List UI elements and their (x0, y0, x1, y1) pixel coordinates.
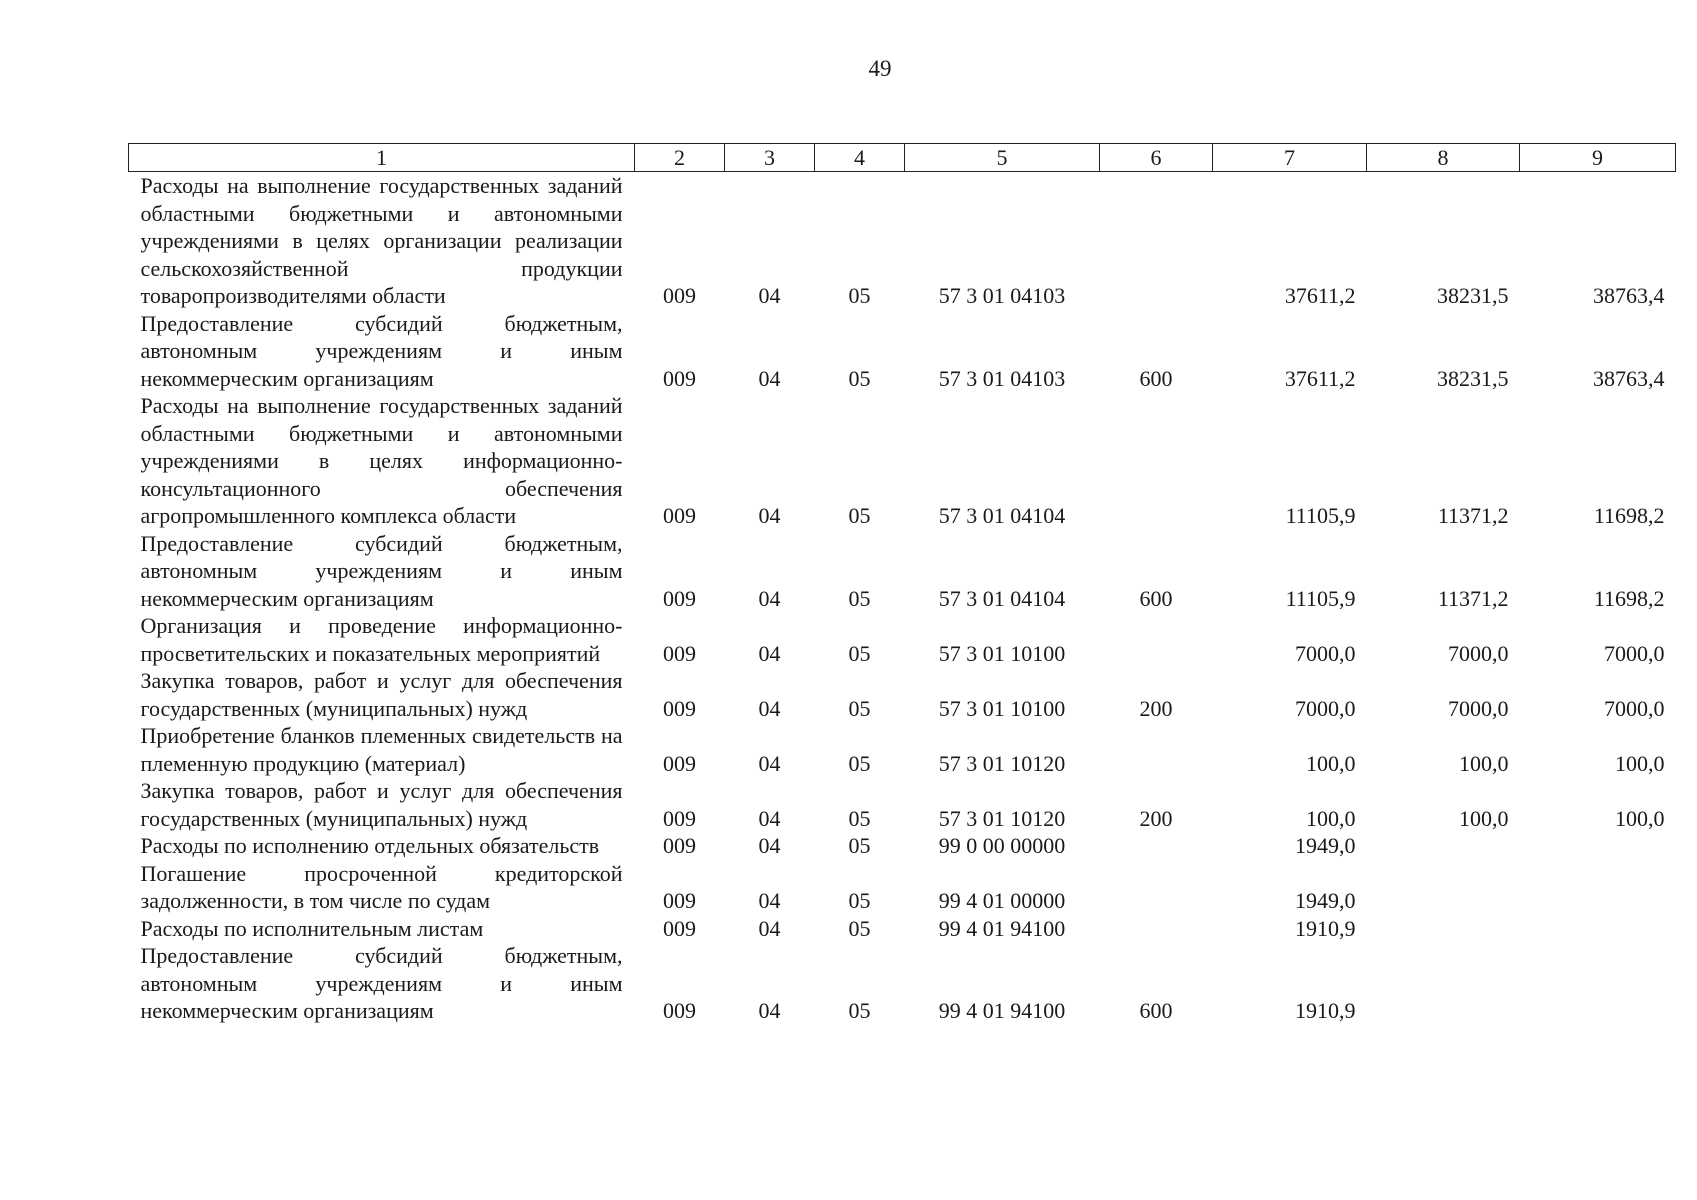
cell-amount-8 (1367, 942, 1520, 1025)
cell-target-code: 99 4 01 94100 (938, 998, 1066, 1023)
table-row (129, 612, 1676, 667)
cell-target-code: 57 3 01 04104 (938, 585, 1066, 611)
cell-section: 04 (758, 640, 781, 666)
table-row (129, 777, 1676, 832)
page-number: 49 (868, 56, 892, 81)
row-name: Расходы на выполнение государственных заданий областными бюджетными и автономными учреждениями в целях информационно-консультационного обеспечения агропромышленного комплекса области (140, 393, 623, 528)
table-row (129, 310, 1676, 393)
cell-target-code: 57 3 01 04103 (938, 283, 1066, 308)
cell-expense-type: 200 (1139, 695, 1173, 721)
cell-amount-7: 1910,9 (1295, 915, 1356, 941)
cell-subsection: 05 (848, 888, 871, 913)
cell-target-code: 57 3 01 10100 (938, 695, 1066, 721)
row-name: Организация и проведение информационно-просветительских и показательных мероприятий (140, 613, 623, 666)
table-row (129, 530, 1676, 613)
row-name: Расходы на выполнение государственных заданий областными бюджетными и автономными учреждениями в целях организации реализации сельскохозяйственной продукции товаропроизводителями области (140, 173, 623, 308)
cell-section: 04 (758, 998, 781, 1023)
cell-section: 04 (758, 695, 781, 721)
cell-ministry-code: 009 (663, 998, 696, 1023)
cell-subsection: 05 (848, 585, 871, 611)
cell-subsection: 05 (848, 283, 871, 308)
cell-ministry-code: 009 (663, 283, 696, 308)
cell-amount-9: 38763,4 (1593, 283, 1665, 308)
cell-amount-9: 38763,4 (1593, 365, 1665, 391)
cell-subsection: 05 (848, 695, 871, 721)
cell-amount-9 (1520, 942, 1676, 1025)
cell-amount-7: 37611,2 (1284, 365, 1356, 391)
table-row (129, 942, 1676, 1025)
cell-section: 04 (758, 888, 781, 913)
cell-amount-8 (1367, 860, 1520, 915)
cell-expense-type (1100, 612, 1213, 667)
cell-amount-8: 100,0 (1459, 750, 1509, 776)
cell-ministry-code: 009 (663, 915, 696, 941)
header-cell: 4 (815, 144, 905, 172)
cell-ministry-code: 009 (663, 503, 696, 528)
cell-target-code: 57 3 01 10120 (938, 805, 1066, 831)
cell-target-code: 57 3 01 10120 (938, 750, 1066, 776)
table-row (129, 832, 1676, 860)
header-cell: 2 (635, 144, 725, 172)
cell-subsection: 05 (848, 365, 871, 391)
cell-amount-9 (1520, 832, 1676, 860)
cell-target-code: 57 3 01 04104 (938, 503, 1066, 528)
cell-section: 04 (758, 365, 781, 391)
cell-amount-8: 100,0 (1459, 805, 1509, 831)
cell-expense-type: 600 (1139, 998, 1173, 1023)
cell-expense-type (1100, 915, 1213, 943)
cell-amount-9: 11698,2 (1593, 503, 1665, 528)
cell-target-code: 57 3 01 10100 (938, 640, 1066, 666)
cell-subsection: 05 (848, 640, 871, 666)
cell-amount-7: 7000,0 (1295, 695, 1356, 721)
cell-amount-9 (1520, 860, 1676, 915)
table-row (129, 667, 1676, 722)
header-row (129, 144, 1676, 172)
cell-amount-9: 7000,0 (1604, 695, 1665, 721)
cell-section: 04 (758, 283, 781, 308)
cell-amount-9: 100,0 (1615, 805, 1665, 831)
cell-expense-type: 600 (1139, 585, 1173, 611)
cell-ministry-code: 009 (663, 888, 696, 913)
cell-section: 04 (758, 750, 781, 776)
cell-amount-9: 7000,0 (1604, 640, 1665, 666)
cell-subsection: 05 (848, 915, 871, 941)
cell-subsection: 05 (848, 805, 871, 831)
cell-expense-type (1100, 392, 1213, 530)
cell-section: 04 (758, 915, 781, 941)
row-name: Закупка товаров, работ и услуг для обеспечения государственных (муниципальных) нужд (140, 778, 623, 831)
header-cell: 7 (1213, 144, 1367, 172)
row-name: Приобретение бланков племенных свидетельств на племенную продукцию (материал) (140, 723, 623, 776)
cell-amount-8: 11371,2 (1437, 503, 1509, 528)
cell-amount-7: 11105,9 (1285, 503, 1356, 528)
row-name: Предоставление субсидий бюджетным, автономным учреждениям и иным некоммерческим организациям (140, 310, 623, 391)
cell-amount-7: 37611,2 (1284, 283, 1356, 308)
cell-ministry-code: 009 (663, 833, 696, 858)
cell-subsection: 05 (848, 833, 871, 858)
cell-expense-type (1100, 722, 1213, 777)
cell-ministry-code: 009 (663, 695, 696, 721)
cell-amount-8: 38231,5 (1437, 283, 1509, 308)
cell-expense-type (1100, 860, 1213, 915)
table-row (129, 392, 1676, 530)
cell-expense-type (1100, 832, 1213, 860)
header-cell: 5 (905, 144, 1100, 172)
budget-table (128, 143, 1676, 1025)
row-name: Расходы по исполнению отдельных обязательств (140, 833, 600, 858)
cell-expense-type: 200 (1139, 805, 1173, 831)
cell-amount-9: 100,0 (1615, 750, 1665, 776)
table-row (129, 172, 1676, 310)
cell-target-code: 99 0 00 00000 (938, 833, 1066, 858)
cell-amount-8: 11371,2 (1437, 585, 1509, 611)
cell-section: 04 (758, 503, 781, 528)
cell-amount-9: 11698,2 (1593, 585, 1665, 611)
cell-section: 04 (758, 585, 781, 611)
row-name: Предоставление субсидий бюджетным, автономным учреждениям и иным некоммерческим организациям (140, 530, 623, 611)
cell-amount-7: 1910,9 (1295, 998, 1356, 1023)
cell-target-code: 57 3 01 04103 (938, 365, 1066, 391)
cell-target-code: 99 4 01 00000 (938, 888, 1066, 913)
cell-target-code: 99 4 01 94100 (938, 915, 1066, 941)
cell-ministry-code: 009 (663, 640, 696, 666)
header-cell: 3 (725, 144, 815, 172)
cell-ministry-code: 009 (663, 805, 696, 831)
cell-section: 04 (758, 833, 781, 858)
table-row (129, 915, 1676, 943)
cell-amount-8: 7000,0 (1448, 695, 1509, 721)
header-cell: 6 (1100, 144, 1213, 172)
header-cell: 1 (129, 144, 635, 172)
cell-amount-8 (1367, 915, 1520, 943)
cell-amount-8: 7000,0 (1448, 640, 1509, 666)
cell-amount-7: 11105,9 (1285, 585, 1356, 611)
cell-expense-type (1100, 172, 1213, 310)
table-row (129, 860, 1676, 915)
cell-section: 04 (758, 805, 781, 831)
cell-amount-9 (1520, 915, 1676, 943)
row-name: Расходы по исполнительным листам (140, 915, 484, 941)
cell-subsection: 05 (848, 998, 871, 1023)
cell-amount-7: 1949,0 (1295, 888, 1356, 913)
cell-amount-8: 38231,5 (1437, 365, 1509, 391)
header-cell: 8 (1367, 144, 1520, 172)
row-name: Закупка товаров, работ и услуг для обеспечения государственных (муниципальных) нужд (140, 668, 623, 721)
cell-subsection: 05 (848, 750, 871, 776)
cell-amount-8 (1367, 832, 1520, 860)
cell-amount-7: 7000,0 (1295, 640, 1356, 666)
cell-ministry-code: 009 (663, 750, 696, 776)
cell-ministry-code: 009 (663, 365, 696, 391)
cell-expense-type: 600 (1139, 365, 1173, 391)
cell-ministry-code: 009 (663, 585, 696, 611)
row-name: Предоставление субсидий бюджетным, автономным учреждениям и иным некоммерческим организациям (140, 943, 623, 1023)
cell-amount-7: 100,0 (1306, 805, 1356, 831)
row-name: Погашение просроченной кредиторской задолженности, в том числе по судам (140, 860, 623, 913)
table-row (129, 722, 1676, 777)
header-cell: 9 (1520, 144, 1676, 172)
cell-amount-7: 1949,0 (1295, 833, 1356, 858)
cell-subsection: 05 (848, 503, 871, 528)
cell-amount-7: 100,0 (1306, 750, 1356, 776)
